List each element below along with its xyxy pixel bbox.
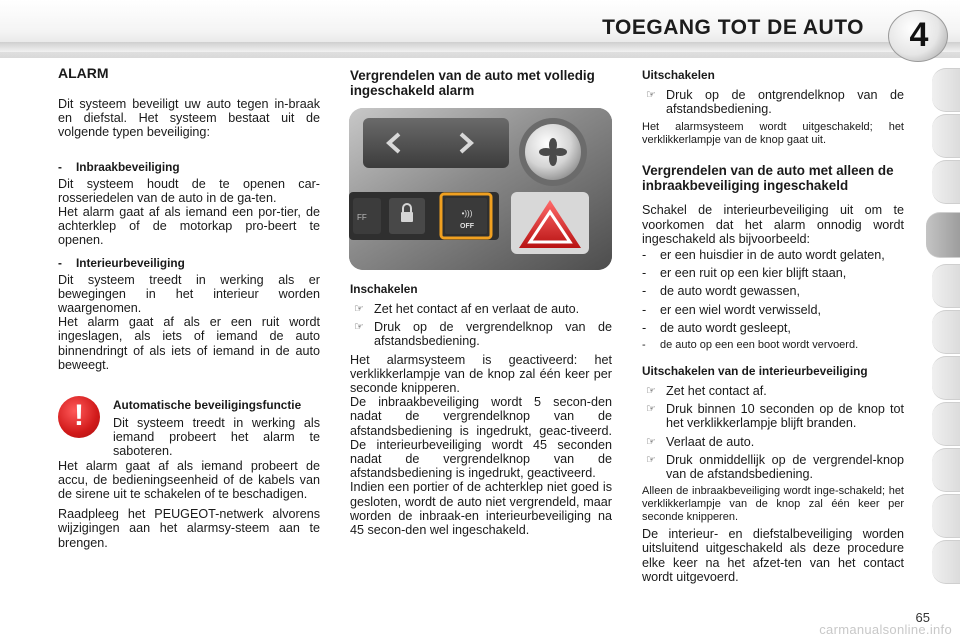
paragraph: Dit systeem houdt de te openen car-rosseriedelen van de auto in de ga-ten. [58,176,320,205]
list-item: - de auto wordt gewassen, [642,284,801,299]
paragraph: Raadpleeg het PEUGEOT-netwerk alvorens wijzigingen aan het alarmsy-steem aan te brengen. [58,507,320,550]
warning-box [58,398,320,550]
off-button-label: OFF [460,223,474,230]
section-title: Vergrendelen van de auto met volledig ingeschakeld alarm [350,68,595,98]
subsection-title: Uitschakelen van de interieurbeveiliging [642,364,868,379]
section-heading: - Interieurbeveiliging [58,255,185,270]
right-column [642,68,904,584]
paragraph: Het alarm gaat af als iemand probeert de accu, de bedieningseenheid of de kabels van de sirene uit te schakelen of te beschadigen. [58,458,320,502]
hand-pointer-icon: ☞ [354,303,364,315]
dashboard-photo [349,108,612,270]
hand-pointer-icon: ☞ [646,453,656,466]
list-item: - er een wiel wordt verwisseld, [642,302,821,317]
subsection-title: Inschakelen [350,282,418,296]
list-item: ☞ Druk op de ontgrendelknop van de afstandsbediening. [642,88,904,116]
middle-column [350,68,612,98]
hand-pointer-icon: ☞ [646,435,656,448]
subsection-title: Uitschakelen [642,68,715,82]
thumb-tab[interactable] [932,114,960,158]
list-item: - de auto op een een boot wordt vervoerd. [642,339,859,352]
list-item: - de auto wordt gesleept, [642,320,791,335]
alarm-title: ALARM [58,65,109,81]
page-number: 65 [915,610,930,625]
section-title: Vergrendelen van de auto met alleen de inbraakbeveiliging ingeschakeld [642,163,894,194]
hand-pointer-icon: ☞ [646,403,656,416]
warning-title: Automatische beveiligingsfunctie [113,398,302,412]
svg-text:FF: FF [357,213,367,222]
paragraph: Het alarm gaat af als er een ruit wordt ingeslagen, als iets of iemand de auto binnendringt of als iets of iemand in de auto beweegt. [58,315,320,372]
list-item: ☞ Zet het contact af. [642,384,904,398]
paragraph: Dit systeem treedt in werking als iemand probeert het alarm te saboteren. [113,416,320,459]
hand-pointer-icon: ☞ [354,321,364,334]
chapter-number: 4 [909,16,929,54]
list-item: - er een ruit op een kier blijft staan, [642,266,847,281]
paragraph: Het alarm gaat af als iemand een por-tier, de achterklep of de motorkap pro-beert te openen. [58,205,320,248]
thumb-tab[interactable] [932,264,960,308]
thumb-tab[interactable] [932,68,960,112]
list-item: ☞ Zet het contact af en verlaat de auto. [350,302,612,316]
thumb-tab[interactable] [932,356,960,400]
thumb-tab[interactable] [932,402,960,446]
hand-pointer-icon: ☞ [646,385,656,398]
list-item: ☞ Druk binnen 10 seconden op de knop tot het verklikkerlampje blijft branden. [642,402,904,430]
chapter-title: TOEGANG TOT DE AUTO [602,16,864,39]
note: Het alarmsysteem wordt uitgeschakeld; het verklikkerlampje van de knop gaat uit. [642,121,904,147]
note: Alleen de inbraakbeveiliging wordt inge-schakeld; het verklikkerlampje van de knop zal één keer per seconde knipperen. [642,485,904,524]
warning-icon: ! [58,396,100,438]
thumb-tab[interactable] [932,494,960,538]
chapter-badge [888,10,948,62]
list-item: ☞ Druk onmiddellijk op de vergrendel-knop van de afstandsbediening. [642,453,904,481]
thumb-tab-active[interactable] [926,212,960,258]
list-item: ☞ Verlaat de auto. [642,435,904,449]
watermark: carmanualsonline.info [819,622,952,637]
section-heading: - Inbraakbeveiliging [58,159,180,174]
svg-text:•))): •))) [461,209,473,218]
thumb-tab[interactable] [932,310,960,354]
paragraph: De interieur- en diefstalbeveiliging worden uitsluitend uitgeschakeld als deze procedure elke keer na het afzet-ten van het contact wordt uitgevoerd. [642,527,904,584]
paragraph: Het alarmsysteem is geactiveerd: het verklikkerlampje van de knop zal één keer per seconde knipperen. [350,352,612,396]
alarm-intro: Dit systeem beveiligt uw auto tegen in-braak en diefstal. Het systeem bestaat uit de volgende typen beveiliging: [58,97,320,140]
thumb-tab[interactable] [932,448,960,492]
paragraph: Indien een portier of de achterklep niet goed is gesloten, wordt de auto niet vergrendeld, maar worden de inbraak-en interieurbeveiliging na 45 secon-den wel ingeschakeld. [350,480,612,538]
list-item: - er een huisdier in de auto wordt gelaten, [642,248,885,263]
left-column [58,66,320,372]
paragraph: Dit systeem treedt in werking als er bewegingen in het interieur worden waargenomen. [58,272,320,316]
hand-pointer-icon: ☞ [646,89,656,101]
thumb-tab[interactable] [932,160,960,204]
header-divider [0,42,960,52]
paragraph: Schakel de interieurbeveiliging uit om te voorkomen dat het alarm onnodig wordt ingeschakeld als bijvoorbeeld: [642,203,904,246]
dashboard-illustration [349,108,612,270]
middle-text [350,282,612,537]
list-item: ☞ Druk op de vergrendelknop van de afstandsbediening. [350,320,612,348]
paragraph: De inbraakbeveiliging wordt 5 secon-den nadat de vergrendelknop van de afstandsbediening is ingedrukt, geac-tiveerd. De interieurbeveiliging wordt 45 seconden nadat de vergrendelknop van de afstandsbediening is ingedrukt, geactiveerd. [350,395,612,481]
thumb-tab[interactable] [932,540,960,584]
